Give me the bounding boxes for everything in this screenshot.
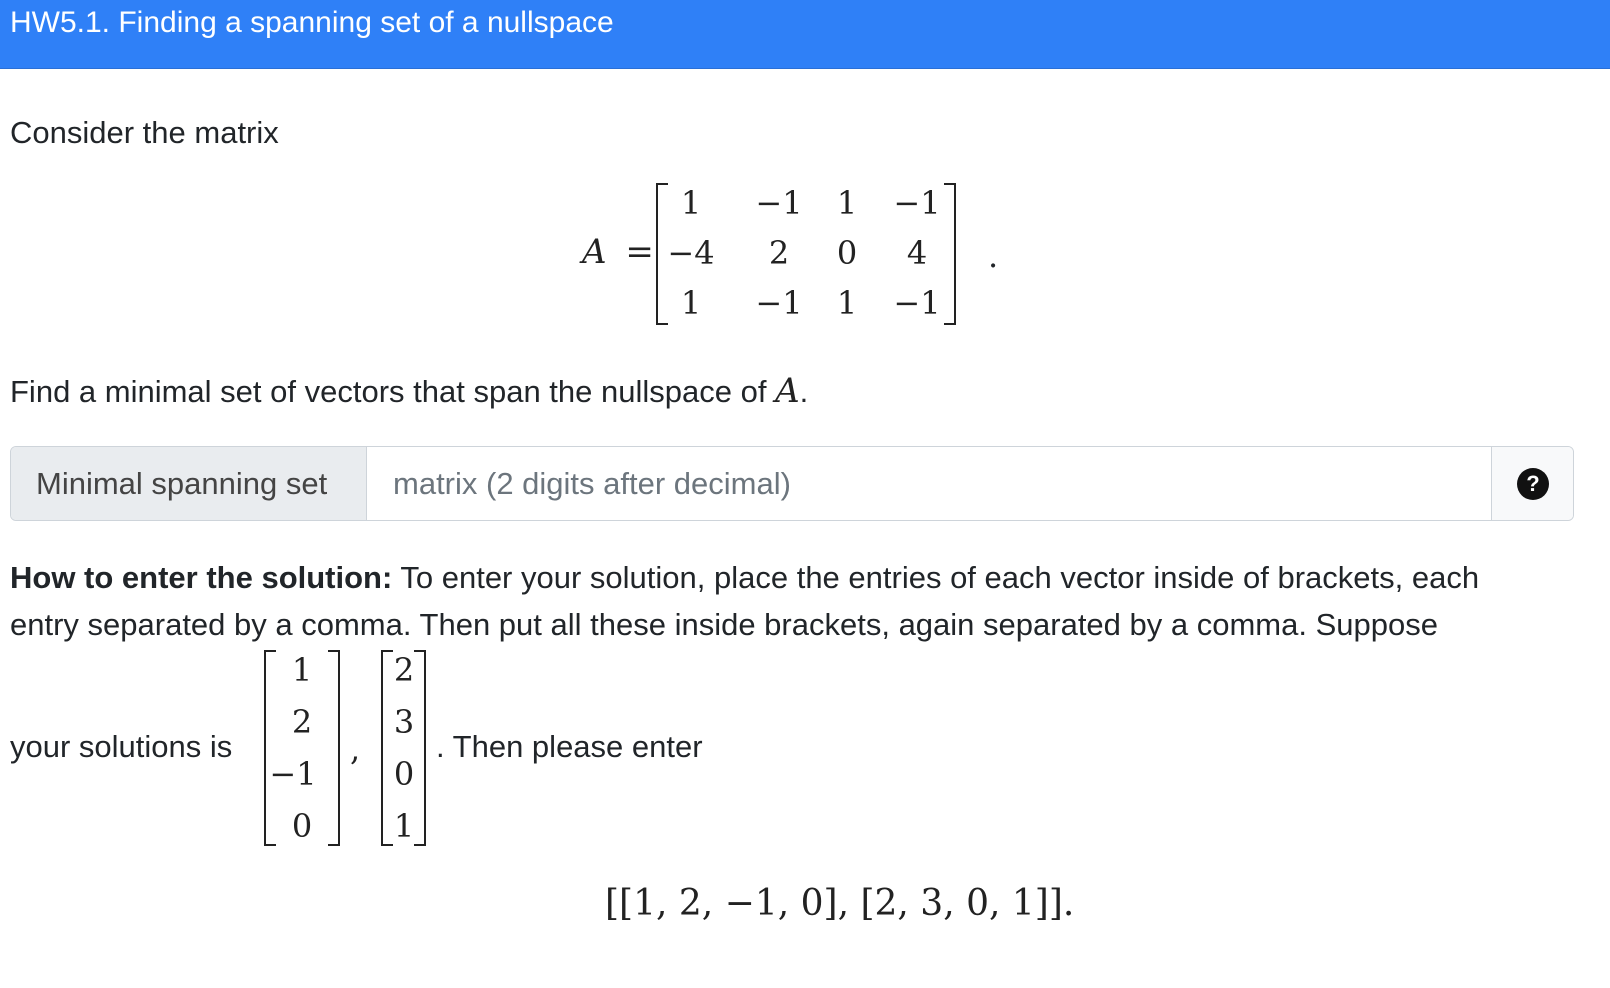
minimal-spanning-set-input[interactable]: [368, 447, 1494, 520]
example-vector-2: [381, 650, 426, 846]
matrix-a-cell: 2: [768, 234, 790, 272]
solutions-prefix: your solutions is: [10, 729, 233, 764]
vector-1-entry: 1: [291, 651, 313, 689]
vector-1-entry: −1: [269, 755, 317, 793]
matrix-a-cell: 0: [836, 234, 858, 272]
question-text-after: .: [799, 374, 809, 409]
matrix-a: [656, 183, 956, 325]
question-mark-icon: ?: [1517, 468, 1549, 500]
help-button[interactable]: [1491, 447, 1573, 520]
instructions-line-2: entry separated by a comma. Then put all these inside brackets, again separated by a comma. Suppose: [10, 607, 1438, 642]
matrix-a-cell: 1: [680, 284, 702, 322]
instructions-heading: How to enter the solution:: [10, 560, 393, 595]
matrix-a-period: .: [988, 237, 999, 275]
intro-text: Consider the matrix: [10, 115, 279, 150]
example-answer-expression: [[1, 2, −1, 0], [2, 3, 0, 1]].: [605, 883, 1075, 924]
matrix-a-cell: −1: [893, 184, 941, 222]
question-title: HW5.1. Finding a spanning set of a nullspace: [10, 6, 614, 39]
then-enter-text: . Then please enter: [436, 729, 703, 764]
page-header: [0, 0, 1610, 69]
example-vector-1: [264, 650, 340, 846]
vector-2-entry: 2: [393, 651, 415, 689]
answer-label: Minimal spanning set: [11, 447, 367, 520]
matrix-a-cell: −1: [893, 284, 941, 322]
answer-input-group: [10, 446, 1574, 521]
matrix-a-lhs: [582, 232, 654, 272]
vector-1-entry: 0: [291, 807, 313, 845]
equals-sign: =: [625, 232, 654, 272]
matrix-a-symbol: A: [582, 232, 607, 272]
matrix-a-cell: 1: [836, 184, 858, 222]
vector-1-entry: 2: [291, 703, 313, 741]
vector-2-entry: 1: [393, 807, 415, 845]
matrix-a-cell: 4: [906, 234, 928, 272]
matrix-a-cell: −1: [755, 284, 803, 322]
instructions-line-1-text: To enter your solution, place the entries of each vector inside of brackets, each: [392, 560, 1480, 595]
vector-2-entry: 0: [393, 755, 415, 793]
question-text: [10, 371, 808, 412]
matrix-a-cell: −1: [755, 184, 803, 222]
question-var: A: [775, 371, 800, 411]
matrix-a-cell: −4: [667, 234, 715, 272]
question-text-before: Find a minimal set of vectors that span the nullspace of: [10, 374, 776, 409]
vector-separator-comma: ,: [350, 730, 361, 768]
matrix-a-cell: 1: [680, 184, 702, 222]
instructions-line-1: [10, 558, 1479, 598]
vector-2-entry: 3: [393, 703, 415, 741]
matrix-a-cell: 1: [836, 284, 858, 322]
